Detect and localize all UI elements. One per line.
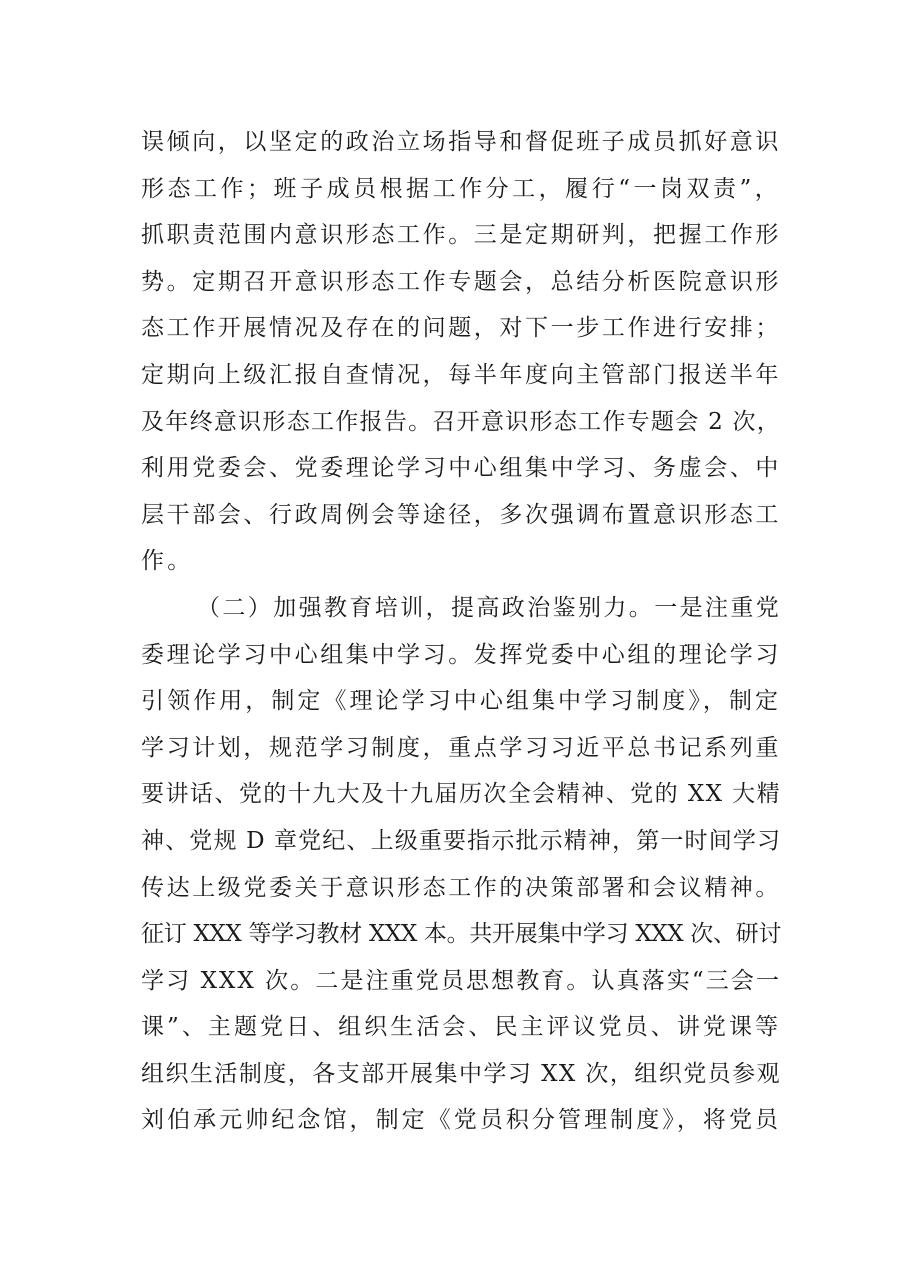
text-line: 抓职责范围内意识形态工作。三是定期研判，把握工作形 — [141, 222, 781, 249]
text-line: 误倾向，以坚定的政治立场指导和督促班子成员抓好意识 — [141, 129, 781, 155]
text-line: 定期向上级汇报自查情况，每半年度向主管部门报送半年 — [141, 361, 781, 388]
text-line: 势。定期召开意识形态工作专题会，总结分析医院意识形 — [141, 268, 781, 295]
text-line: 形态工作；班子成员根据工作分工，履行“一岗双责”， — [141, 175, 781, 202]
text-line: 层干部会、行政周例会等途径，多次强调布置意识形态工 — [141, 501, 781, 528]
text-line: 刘伯承元帅纪念馆，制定《党员积分管理制度》，将党员 — [141, 1107, 781, 1134]
text-line: 及年终意识形态工作报告。召开意识形态工作专题会 2 次， — [141, 408, 781, 435]
text-line: 传达上级党委关于意识形态工作的决策部署和会议精神。 — [141, 874, 781, 901]
text-line: 委理论学习中心组集中学习。发挥党委中心组的理论学习 — [141, 641, 781, 668]
text-line: 要讲话、党的十九大及十九届历次全会精神、党的 XX 大精 — [141, 781, 781, 808]
text-line: 征订 XXX 等学习教材 XXX 本。共开展集中学习 XXX 次、研讨 — [141, 921, 781, 948]
text-line: 神、党规 D 章党纪、上级重要指示批示精神，第一时间学习 — [141, 827, 781, 854]
text-line: 利用党委会、党委理论学习中心组集中学习、务虚会、中 — [141, 455, 781, 482]
text-line: 组织生活制度，各支部开展集中学习 XX 次，组织党员参观 — [141, 1060, 781, 1087]
paragraph-heading-line: （二）加强教育培训，提高政治鉴别力。一是注重党 — [197, 594, 782, 621]
text-line: 学习 XXX 次。二是注重党员思想教育。认真落实“三会一 — [141, 967, 781, 994]
text-line: 作。 — [141, 548, 194, 575]
text-line: 学习计划，规范学习制度，重点学习习近平总书记系列重 — [141, 734, 781, 761]
text-line: 引领作用，制定《理论学习中心组集中学习制度》，制定 — [141, 688, 781, 715]
text-line: 课”、主题党日、组织生活会、民主评议党员、讲党课等 — [141, 1014, 781, 1041]
body-text — [141, 124, 781, 1149]
text-line: 态工作开展情况及存在的问题，对下一步工作进行安排； — [141, 315, 781, 342]
